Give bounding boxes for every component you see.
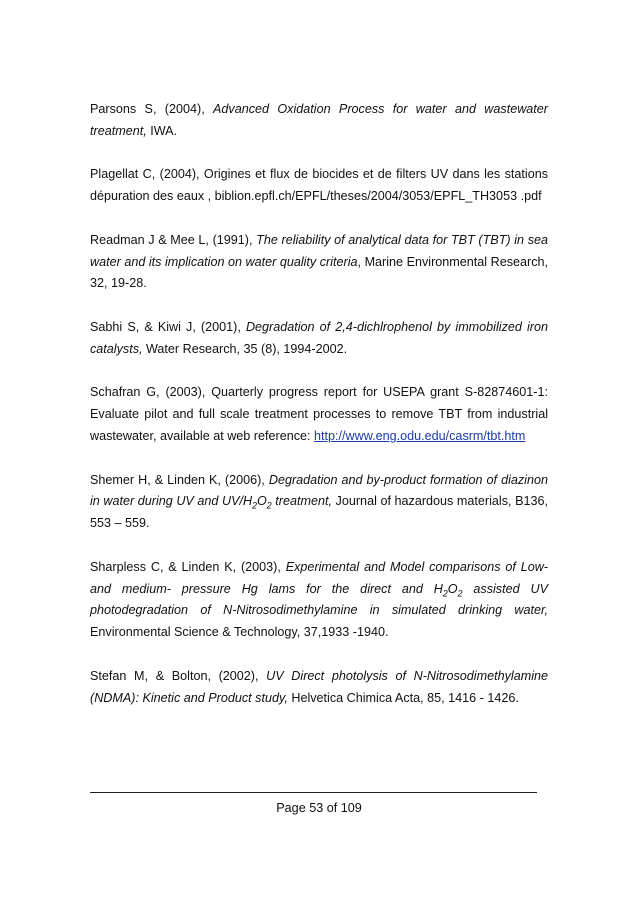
- reference-text: Helvetica Chimica Acta, 85, 1416 - 1426.: [287, 690, 519, 705]
- reference-title: UV Direct photolysis of N-Nitrosodimethylamine (NDMA): Kinetic and Product study,: [90, 668, 549, 705]
- reference-title: The reliability of analytical data for TBT (TBT) in sea water and its implication on water quality criteria: [90, 232, 548, 269]
- reference-text: Sabhi S, & Kiwi J, (2001),: [90, 319, 246, 334]
- reference-text: Schafran G, (2003), Quarterly progress report for USEPA grant S-82874601-1: Evaluate pilot and full scale treatment processes to remove TBT from industrial wastewater, available at web reference:: [90, 385, 548, 443]
- subscript: 2: [457, 588, 463, 599]
- reference-entry: [90, 382, 548, 447]
- page-number: Page 53 of 109: [276, 801, 362, 815]
- reference-text: Stefan M, & Bolton, (2002),: [90, 668, 267, 683]
- reference-entry: [90, 470, 548, 535]
- reference-text: Shemer H, & Linden K, (2006),: [90, 472, 269, 487]
- reference-entry: [90, 164, 548, 208]
- reference-text: Water Research, 35 (8), 1994-2002.: [142, 341, 348, 356]
- reference-title: Degradation of 2,4-dichlrophenol by immobilized iron catalysts,: [90, 319, 548, 356]
- reference-text: Plagellat C, (2004), Origines et flux de biocides et de filters UV dans les stations dépuration des eaux , biblion.epfl.ch/EPFL/theses/2004/3053/EPFL_TH3053 .pdf: [90, 167, 548, 204]
- reference-text: Journal of hazardous materials, B136, 553 – 559.: [90, 494, 548, 531]
- reference-title: Advanced Oxidation Process for water and wastewater treatment,: [90, 102, 548, 138]
- reference-entry: [90, 666, 548, 710]
- subscript: 2: [266, 500, 272, 511]
- reference-list: [90, 99, 548, 731]
- reference-title: O: [447, 581, 458, 596]
- reference-title: Experimental and Model comparisons of Low-and medium- pressure Hg lams for the direct and H: [90, 559, 548, 596]
- reference-text: Parsons S, (2004),: [90, 102, 214, 116]
- reference-title: O: [257, 494, 267, 509]
- reference-title: Degradation and by-product formation of diazinon in water during UV and UV/H: [90, 472, 548, 509]
- reference-entry: [90, 317, 548, 361]
- reference-title: treatment,: [271, 494, 332, 509]
- footer-divider: [90, 792, 537, 793]
- reference-text: IWA.: [146, 123, 178, 138]
- reference-text: Environmental Science & Technology, 37,1933 -1940.: [90, 625, 389, 640]
- reference-entry: [90, 557, 548, 644]
- reference-text: , Marine Environmental Research, 32, 19-28.: [90, 254, 549, 291]
- reference-entry: [90, 99, 548, 143]
- subscript: 2: [252, 500, 257, 511]
- subscript: 2: [442, 588, 448, 599]
- reference-link[interactable]: http://www.eng.odu.edu/casrm/tbt.htm: [314, 428, 526, 443]
- reference-title: assisted UV photodegradation of N-Nitrosodimethylamine in simulated drinking water,: [90, 581, 548, 618]
- reference-text: Readman J & Mee L, (1991),: [90, 232, 257, 247]
- reference-text: Sharpless C, & Linden K, (2003),: [90, 559, 286, 574]
- reference-entry: [90, 230, 548, 295]
